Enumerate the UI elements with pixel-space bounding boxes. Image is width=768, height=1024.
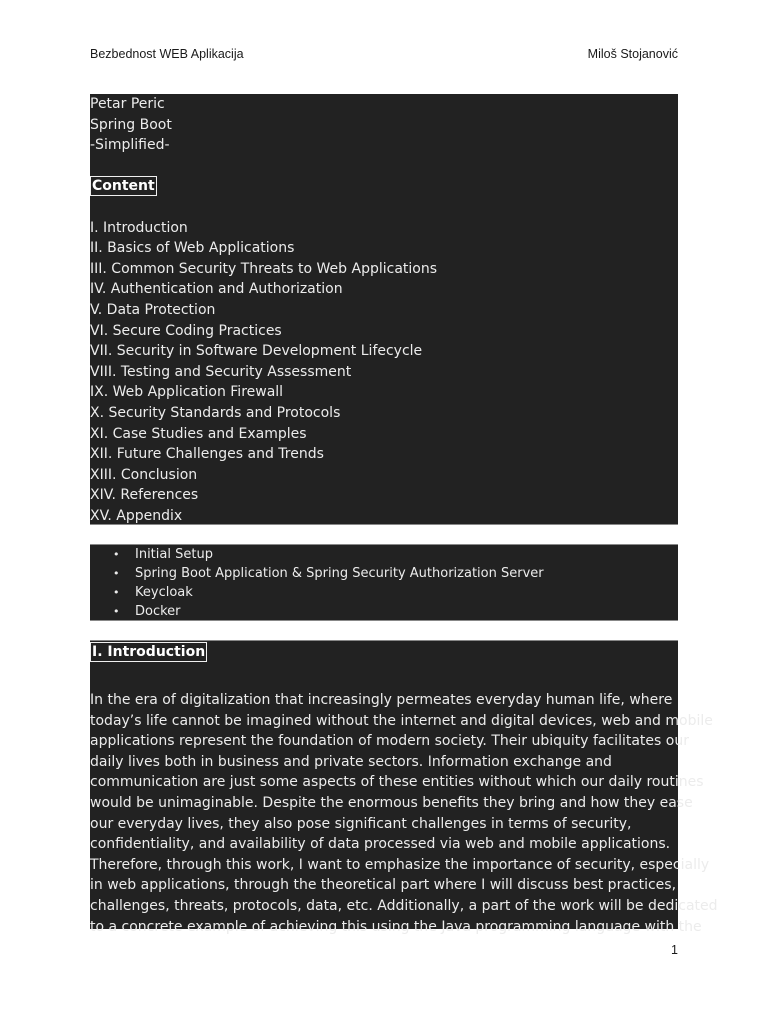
toc-item[interactable]: V. Data Protection (90, 301, 216, 318)
toc-item[interactable]: VI. Secure Coding Practices (90, 322, 282, 339)
paragraph-line: to a concrete example of achieving this using the Java programming language with the (90, 918, 702, 935)
toc-item[interactable]: VIII. Testing and Security Assessment (90, 363, 352, 380)
divider-line (90, 524, 678, 525)
list-item-label: Initial Setup (135, 547, 213, 562)
appendix-list (90, 545, 678, 621)
list-item[interactable] (90, 602, 678, 621)
introduction-paragraph (90, 690, 718, 937)
page-header (90, 47, 678, 65)
toc-item[interactable]: XI. Case Studies and Examples (90, 425, 307, 442)
toc-item[interactable]: XV. Appendix (90, 507, 183, 524)
content-heading-row (90, 176, 678, 197)
bullet-icon: • (113, 567, 120, 580)
header-author-name: Miloš Stojanović (587, 47, 678, 61)
title-and-contents-block (90, 94, 678, 524)
paragraph-line: in web applications, through the theoretical part where I will discuss best practices, (90, 877, 677, 894)
list-item[interactable] (90, 564, 678, 583)
toc-item[interactable]: III. Common Security Threats to Web Applications (90, 260, 438, 277)
introduction-heading: I. Introduction (92, 644, 206, 660)
bullet-icon: • (113, 548, 120, 561)
list-item-label: Docker (135, 604, 181, 619)
introduction-heading-row (90, 641, 678, 670)
paragraph-line: confidentiality, and availability of data processed via web and mobile applications. (90, 836, 671, 853)
paragraph-line: Therefore, through this work, I want to emphasize the importance of security, especially (90, 856, 710, 873)
divider-line (90, 620, 678, 621)
header-document-title: Bezbednost WEB Aplikacija (90, 47, 244, 61)
toc-item[interactable]: XIV. References (90, 487, 199, 504)
paragraph-line: our everyday lives, they also pose significant challenges in terms of security, (90, 815, 632, 832)
toc-item[interactable]: X. Security Standards and Protocols (90, 404, 341, 421)
introduction-section (90, 641, 718, 935)
list-item-label: Spring Boot Application & Spring Security Authorization Server (135, 566, 544, 581)
bullet-icon: • (113, 586, 120, 599)
paragraph-line: applications represent the foundation of modern society. Their ubiquity facilitates our (90, 733, 689, 750)
table-of-contents (90, 218, 678, 527)
paragraph-line: daily lives both in business and private sectors. Information exchange and (90, 753, 612, 770)
bullet-icon: • (113, 605, 120, 618)
paragraph-line: In the era of digitalization that increasingly permeates everyday human life, where (90, 692, 673, 708)
document-title: Spring Boot (90, 116, 172, 133)
appendix-list-block (90, 545, 678, 620)
document-author: Petar Peric (90, 96, 165, 112)
list-item-label: Keycloak (135, 585, 193, 600)
paragraph-line: challenges, threats, protocols, data, etc. Additionally, a part of the work will be dedicated (90, 897, 718, 914)
paragraph-line: today’s life cannot be imagined without the internet and digital devices, web and mobile (90, 712, 713, 729)
list-item[interactable] (90, 583, 678, 602)
toc-item[interactable]: IV. Authentication and Authorization (90, 281, 343, 298)
toc-item[interactable]: XIII. Conclusion (90, 466, 198, 483)
paragraph-line: communication are just some aspects of these entities without which our daily routines (90, 774, 704, 791)
content-heading: Content (92, 178, 155, 195)
toc-item[interactable]: VII. Security in Software Development Lifecycle (90, 343, 423, 360)
list-item[interactable] (90, 545, 678, 564)
document-subtitle: -Simplified- (90, 137, 170, 154)
paragraph-line: would be unimaginable. Despite the enormous benefits they bring and how they ease (90, 794, 693, 811)
toc-item[interactable]: I. Introduction (90, 219, 188, 236)
page-number: 1 (671, 943, 678, 957)
toc-item[interactable]: XII. Future Challenges and Trends (90, 446, 324, 463)
toc-item[interactable]: II. Basics of Web Applications (90, 240, 295, 257)
toc-item[interactable]: IX. Web Application Firewall (90, 384, 284, 401)
